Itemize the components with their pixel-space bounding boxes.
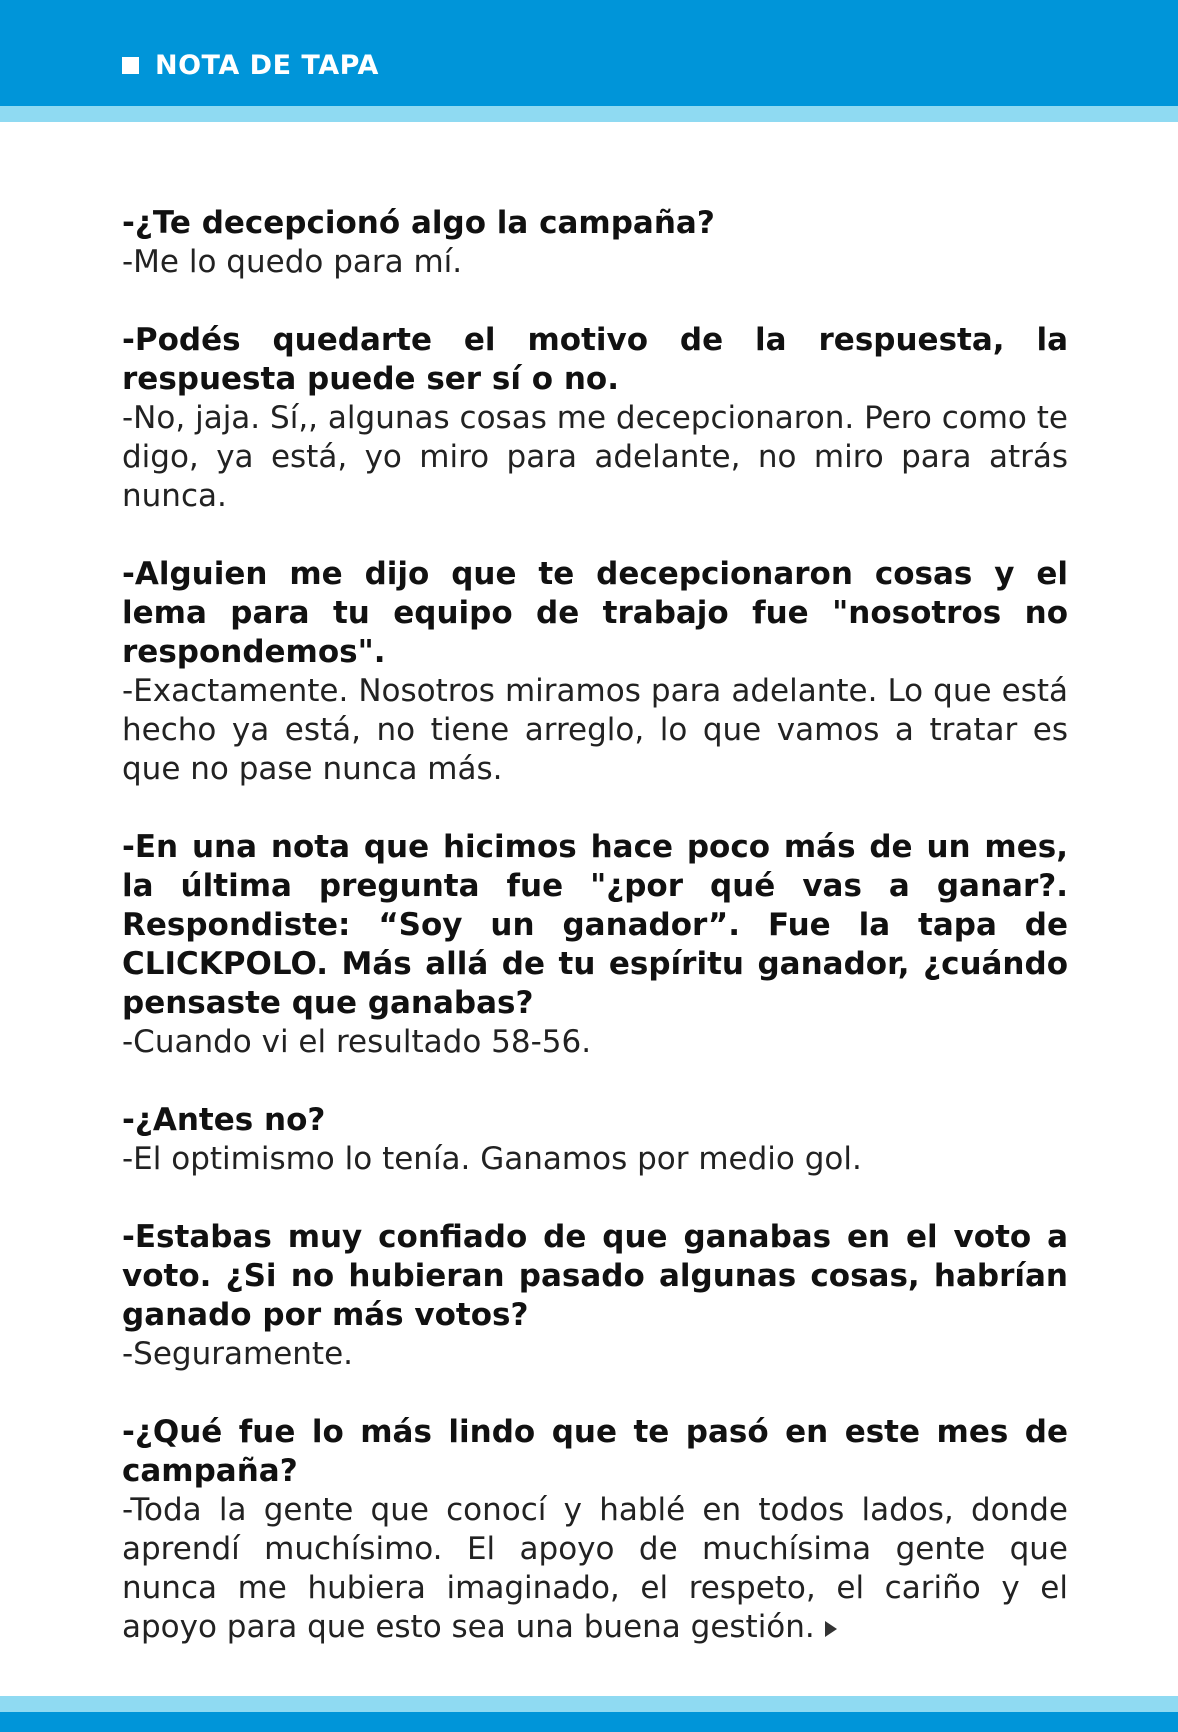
interview-body [122,204,1068,1686]
answer: -Exactamente. Nosotros miramos para adelante. Lo que está hecho ya está, no tiene arreglo, lo que vamos a tratar es que no pase nunca más. [122,673,1068,787]
question: -Alguien me dijo que te decepcionaron cosas y el lema para tu equipo de trabajo fue "nosotros no respondemos". [122,556,1068,670]
answer: -Cuando vi el resultado 58-56. [122,1024,592,1060]
question: -¿Qué fue lo más lindo que te pasó en este mes de campaña? [122,1414,1068,1489]
qa-block [122,1101,1068,1179]
qa-block [122,1413,1068,1647]
question: -En una nota que hicimos hace poco más de un mes, la última pregunta fue "¿por qué vas a ganar?. Respondiste: “Soy un ganador”. Fue la tapa de CLICKPOLO. Más allá de tu espíritu ganador, ¿cuándo pensaste que ganabas? [122,829,1068,1021]
header-stripe [0,106,1178,122]
qa-block [122,321,1068,516]
qa-block [122,828,1068,1062]
section-label [122,50,379,81]
triangle-right-icon [825,1621,837,1637]
question: -Podés quedarte el motivo de la respuesta, la respuesta puede ser sí o no. [122,322,1068,397]
question: -¿Te decepcionó algo la campaña? [122,205,715,241]
answer: -No, jaja. Sí,, algunas cosas me decepcionaron. Pero como te digo, ya está, yo miro para adelante, no miro para atrás nunca. [122,400,1068,514]
qa-block [122,1218,1068,1374]
qa-block [122,555,1068,789]
square-icon [122,57,139,74]
question: -¿Antes no? [122,1102,326,1138]
answer: -Toda la gente que conocí y hablé en todos lados, donde aprendí muchísimo. El apoyo de muchísima gente que nunca me hubiera imaginado, el respeto, el cariño y el apoyo para que esto sea una buena gestión. [122,1492,1068,1645]
answer: -Me lo quedo para mí. [122,244,463,280]
footer-stripe [0,1696,1178,1712]
footer-bar [0,1712,1178,1732]
qa-block [122,204,1068,282]
answer: -El optimismo lo tenía. Ganamos por medio gol. [122,1141,862,1177]
header-bar [0,0,1178,106]
answer: -Seguramente. [122,1336,354,1372]
final-answer [122,1491,1068,1647]
section-label-text: NOTA DE TAPA [155,50,379,81]
question: -Estabas muy confiado de que ganabas en el voto a voto. ¿Si no hubieran pasado algunas cosas, habrían ganado por más votos? [122,1219,1068,1333]
